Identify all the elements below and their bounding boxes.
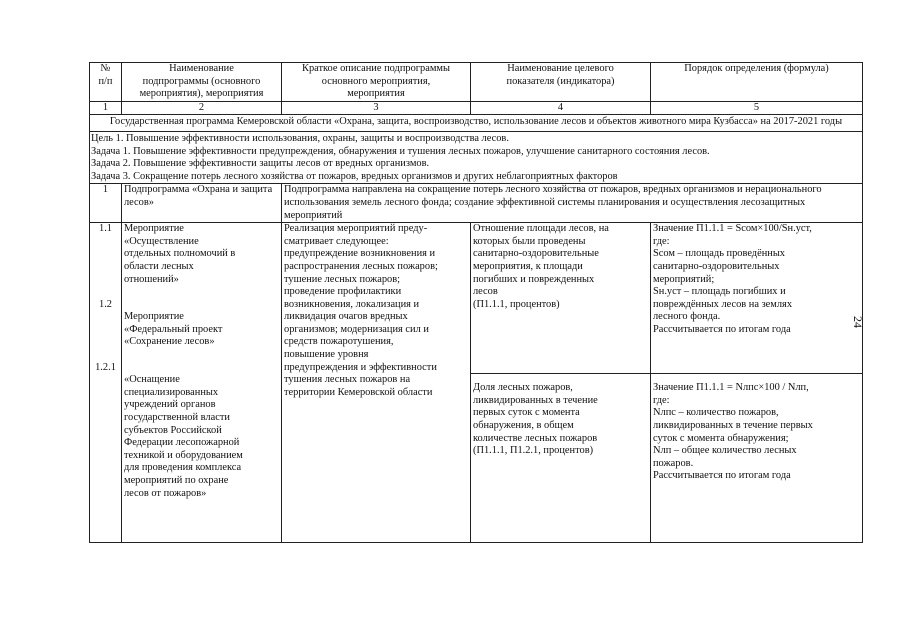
col-number: 5 xyxy=(651,101,863,115)
indicator-2: Доля лесных пожаров, ликвидированных в течение первых суток с момента обнаружения, в общем количестве лесных пожаров (П1.1.1, П1.2.1, процентов) xyxy=(471,374,651,543)
formula-2: Значение П1.1.1 = Nлпс×100 / Nлп, где: Nлпс – количество пожаров, ликвидированных в течение первых суток с момента обнаружения; Nлп – общее количество лесных пожаров. Рассчитывается по итогам года xyxy=(651,374,863,543)
goals-text: Цель 1. Повышение эффективности использования, охраны, защиты и воспроизводства лесов. Задача 1. Повышение эффективности предупреждения, обнаружения и тушения лесных пожаров, улучшение санитарного состояния лесов. Задача 2. Повышение эффективности защиты лесов от вредных организмов. Задача 3. Сокращение потерь лесного хозяйства от пожаров, вредных организмов и других неблагоприятных факторов xyxy=(90,131,863,183)
page-number: 24 xyxy=(851,316,865,328)
header-name: Наименование подпрограммы (основного мероприятия), мероприятия xyxy=(122,63,282,102)
subprogram-name: Подпрограмма «Охрана и защита лесов» xyxy=(122,184,282,223)
program-table xyxy=(89,62,863,543)
header-indicator: Наименование целевого показателя (индикатора) xyxy=(471,63,651,102)
goals-row xyxy=(90,131,863,183)
formula-1: Значение П1.1.1 = Sсом×100/Sн.уст, где: Sсом – площадь проведённых санитарно-оздоровительных мероприятий; Sн.уст – площадь погибших и повреждённых лесов на землях лесного фонда. Рассчитывается по итогам года xyxy=(651,223,863,374)
column-numbers-row xyxy=(90,101,863,115)
subprogram-desc: Подпрограмма направлена на сокращение потерь лесного хозяйства от пожаров, вредных организмов и нерационального использования земель лесного фонда; создание эффективной системы планирования и осуществления лесозащитных мероприятий xyxy=(282,184,863,223)
program-title-row xyxy=(90,115,863,132)
measure-description: Реализация мероприятий преду- сматривает следующее: предупреждение возникновения и распространения лесных пожаров; тушение лесных пожаров; проведение профилактики возникновения, локализация и ликвидация очагов вредных организмов; модернизация сил и средств пожаротушения, повышение уровня предупреждения и эффективности тушения лесных пожаров на территории Кемеровской области xyxy=(282,223,471,543)
header-num: № п/п xyxy=(90,63,122,102)
indicator-1: Отношение площади лесов, на которых были проведены санитарно-оздоровительные мероприятия, к площади погибших и поврежденных лесов (П1.1.1, процентов) xyxy=(471,223,651,374)
col-number: 2 xyxy=(122,101,282,115)
measure-names: Мероприятие «Осуществление отдельных полномочий в области лесных отношений» Мероприятие «Федеральный проект «Сохранение лесов» «Оснащение специализированных учреждений органов государственной власти субъектов Российской Федерации лесопожарной техникой и оборудованием для проведения комплекса мероприятий по охране лесов от пожаров» xyxy=(122,223,282,543)
measure-numbers: 1.1 1.2 1.2.1 xyxy=(90,223,122,543)
measure-row-1 xyxy=(90,223,863,374)
header-desc: Краткое описание подпрограммы основного мероприятия, мероприятия xyxy=(282,63,471,102)
header-formula: Порядок определения (формула) xyxy=(651,63,863,102)
subprogram-row xyxy=(90,184,863,223)
program-title: Государственная программа Кемеровской области «Охрана, защита, воспроизводство, использование лесов и объектов животного мира Кузбасса» на 2017-2021 годы xyxy=(90,115,863,132)
subprogram-num: 1 xyxy=(90,184,122,223)
col-number: 1 xyxy=(90,101,122,115)
header-row xyxy=(90,63,863,102)
col-number: 4 xyxy=(471,101,651,115)
col-number: 3 xyxy=(282,101,471,115)
